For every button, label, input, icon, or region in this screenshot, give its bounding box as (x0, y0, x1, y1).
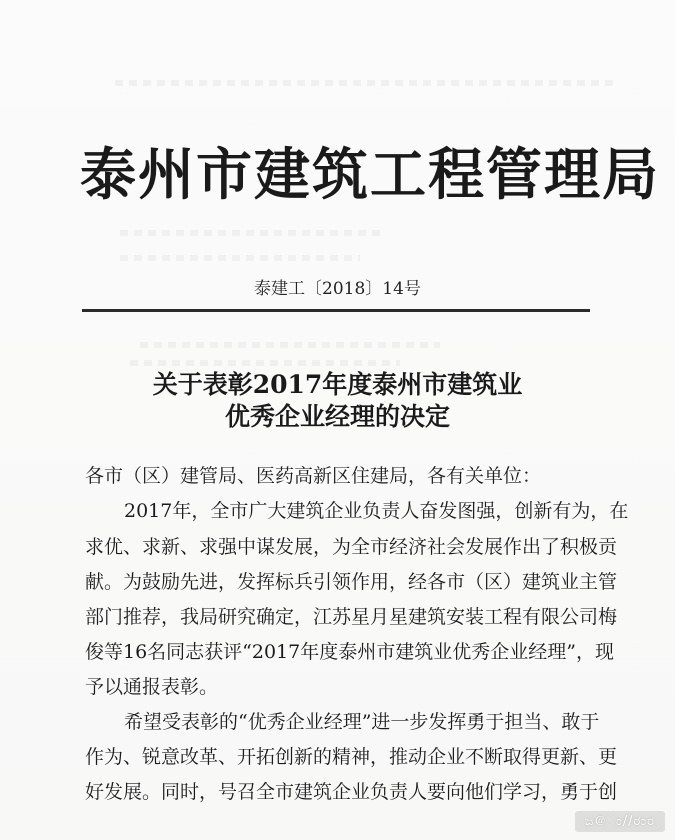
document-title-line-2: 优秀企业经理的决定 (224, 402, 450, 431)
paragraph-2-line: 好发展。同时，号召全市建筑企业负责人要向他们学习，勇于创 (85, 781, 618, 803)
paragraph-2-line: 希望受表彰的“优秀企业经理”进一步发挥勇于担当、敢于 (124, 711, 600, 733)
salutation: 各市（区）建管局、医药高新区住建局，各有关单位： (85, 465, 542, 487)
paragraph-1-line: 2017年，全市广大建筑企业负责人奋发图强，创新有为，在 (124, 500, 629, 522)
paragraph-1-line: 俊等16名同志获评“2017年度泰州市建筑业优秀企业经理”，现 (85, 641, 614, 663)
document-title-line-1: 关于表彰2017年度泰州市建筑业 (152, 370, 523, 399)
paragraph-1-line: 予以通报表彰。 (85, 676, 219, 698)
site-watermark: ಜ@ಂ//ರಂರ (575, 811, 665, 832)
document-number: 泰建工〔2018〕14号 (254, 279, 421, 299)
scan-bleed-through (130, 360, 400, 366)
organization-header: 泰州市建筑工程管理局 (80, 142, 660, 208)
scan-bleed-through (120, 255, 360, 261)
scan-bleed-through (140, 342, 440, 348)
scan-bleed-through (115, 80, 615, 86)
scan-bleed-through (120, 230, 380, 236)
paragraph-1-line: 求优、求新、求强中谋发展，为全市经济社会发展作出了积极贡 (85, 536, 618, 558)
paragraph-1-line: 部门推荐，我局研究确定，江苏星月星建筑安装工程有限公司梅 (85, 606, 618, 628)
header-divider (82, 309, 590, 312)
paragraph-2-line: 作为、锐意改革、开拓创新的精神，推动企业不断取得更新、更 (85, 746, 618, 768)
paragraph-1-line: 献。为鼓励先进，发挥标兵引领作用，经各市（区）建筑业主管 (85, 571, 618, 593)
